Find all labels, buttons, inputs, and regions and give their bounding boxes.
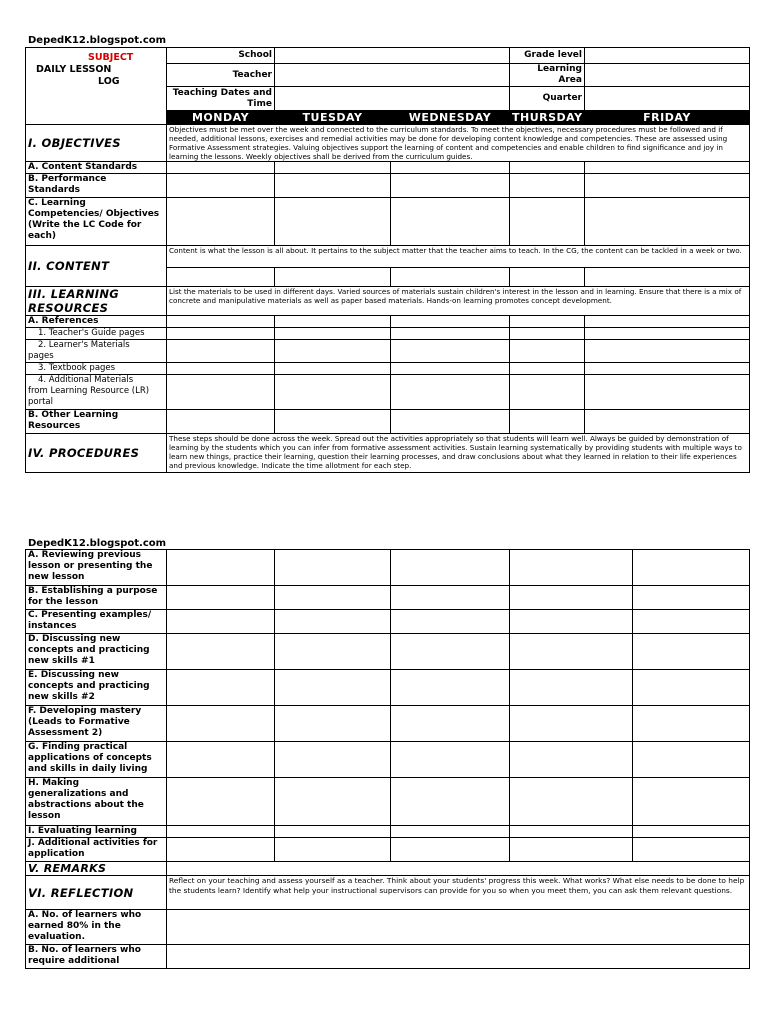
day-cell[interactable] (391, 706, 510, 742)
quarter-label: Quarter (510, 87, 585, 111)
cell[interactable] (167, 162, 275, 174)
day-cell[interactable] (510, 670, 633, 706)
day-thursday: THURSDAY (510, 111, 585, 125)
day-cell[interactable] (167, 778, 275, 826)
competencies-label (26, 198, 167, 246)
day-cell[interactable] (391, 634, 510, 670)
cell[interactable] (167, 375, 275, 410)
remarks-field[interactable] (167, 862, 750, 876)
label-line: lesson or presenting the (28, 561, 153, 571)
day-cell[interactable] (633, 838, 750, 862)
day-cell[interactable] (510, 826, 633, 838)
day-cell[interactable] (391, 610, 510, 634)
learners-remediation-field[interactable] (167, 945, 750, 969)
subject-label: SUBJECT (88, 52, 134, 63)
day-cell[interactable] (275, 634, 391, 670)
cell[interactable] (585, 316, 750, 328)
label-line: (Write the LC Code for (28, 220, 142, 230)
label-line: from Learning Resource (LR) (28, 386, 150, 396)
label-line: Resources (28, 421, 81, 431)
label-line: B. Performance (28, 174, 107, 184)
day-cell[interactable] (510, 634, 633, 670)
textbook-pages-label: 3. Textbook pages (26, 363, 167, 375)
procedure-row (26, 586, 750, 610)
references-label: A. References (26, 316, 167, 328)
label-line: earned 80% in the (28, 921, 121, 931)
resources-note: List the materials to be used in different days. Varied sources of materials sustain children's interest in the lesson and in learning. Ensure that there is a mix of concrete and manipulative materials as well as paper based materials. Hands-on learning promotes concept development. (167, 287, 750, 316)
label-line: lesson (28, 811, 61, 821)
cell[interactable] (585, 340, 750, 363)
other-resources-label (26, 410, 167, 434)
day-cell[interactable] (275, 706, 391, 742)
label-line: E. Discussing new (28, 670, 119, 680)
cell[interactable] (391, 375, 510, 410)
cell[interactable] (167, 174, 275, 198)
label-line: H. Making (28, 778, 80, 788)
day-tuesday: TUESDAY (275, 111, 391, 125)
reflection-note: Reflect on your teaching and assess yourself as a teacher. Think about your students' progress this week. What works? What else needs to be done to help the students learn? Identify what help your instructional supervisors can provide for you so when you meet them, you can ask them relevant questions. (167, 876, 750, 910)
cell[interactable] (275, 198, 391, 246)
cell[interactable] (391, 268, 510, 287)
cell[interactable] (275, 328, 391, 340)
label-line: Standards (28, 185, 81, 195)
cell[interactable] (391, 316, 510, 328)
dates-label-line1: Teaching Dates and (172, 87, 272, 98)
day-cell[interactable] (275, 742, 391, 778)
cell[interactable] (585, 162, 750, 174)
day-friday: FRIDAY (585, 111, 750, 125)
label-line: and skills in daily living (28, 764, 148, 774)
day-cell[interactable] (633, 778, 750, 826)
day-cell[interactable] (633, 634, 750, 670)
day-cell[interactable] (167, 670, 275, 706)
procedure-row (26, 610, 750, 634)
label-line: F. Developing mastery (28, 706, 142, 716)
remarks-title: V. REMARKS (26, 862, 167, 876)
content-title: II. CONTENT (26, 246, 167, 287)
area-label-line1: Learning (537, 64, 582, 74)
dll-title-line1: DAILY LESSON (36, 64, 112, 75)
cell[interactable] (510, 328, 585, 340)
dates-label-line2: Time (247, 98, 272, 109)
cell[interactable] (275, 316, 391, 328)
day-cell[interactable] (510, 742, 633, 778)
label-line: 4. Additional Materials (38, 375, 134, 385)
cell[interactable] (510, 268, 585, 287)
teacher-field[interactable] (275, 64, 510, 87)
cell[interactable] (510, 340, 585, 363)
procedure-row (26, 550, 750, 586)
day-cell[interactable] (510, 838, 633, 862)
day-cell[interactable] (167, 826, 275, 838)
grade-field[interactable] (585, 48, 750, 64)
cell[interactable] (167, 410, 275, 434)
label-line: C. Presenting examples/ (28, 610, 152, 620)
day-cell[interactable] (167, 838, 275, 862)
cell[interactable] (391, 328, 510, 340)
label-line: D. Discussing new (28, 634, 121, 644)
day-cell[interactable] (633, 586, 750, 610)
day-cell[interactable] (391, 742, 510, 778)
label-line: RESOURCES (28, 301, 109, 315)
day-cell[interactable] (633, 670, 750, 706)
cell[interactable] (275, 162, 391, 174)
procedure-row (26, 838, 750, 862)
cell[interactable] (510, 174, 585, 198)
cell[interactable] (167, 268, 275, 287)
day-cell[interactable] (510, 550, 633, 586)
dates-label (167, 87, 275, 111)
label-line: 2. Learner's Materials (38, 340, 130, 350)
procedure-label (26, 742, 167, 778)
procedure-row (26, 670, 750, 706)
day-cell[interactable] (510, 610, 633, 634)
label-line: instances (28, 621, 77, 631)
dates-field[interactable] (275, 87, 510, 111)
subject-title-cell (26, 48, 167, 125)
day-cell[interactable] (275, 610, 391, 634)
cell[interactable] (391, 410, 510, 434)
day-cell[interactable] (167, 634, 275, 670)
learning-area-label (510, 64, 585, 87)
cell[interactable] (585, 363, 750, 375)
label-line: concepts and practicing (28, 681, 150, 691)
cell[interactable] (275, 268, 391, 287)
label-line: B. Other Learning (28, 410, 119, 420)
label-line: B. No. of learners who (28, 945, 141, 955)
day-cell[interactable] (510, 778, 633, 826)
cell[interactable] (167, 328, 275, 340)
day-cell[interactable] (167, 586, 275, 610)
tg-pages-label: 1. Teacher's Guide pages (26, 328, 167, 340)
day-cell[interactable] (391, 670, 510, 706)
objectives-note: Objectives must be met over the week and connected to the curriculum standards. To meet the objectives, necessary procedures must be followed and if needed, additional lessons, exercises and remedial activities may be done for developing content knowledge and competencies. These are assessed using Formative Assessment strategies. Valuing objectives support the learning of content and competencies and enable children to find significance and joy in learning the lessons. Weekly objectives shall be derived from the curriculum guides. (167, 125, 750, 162)
cell[interactable] (167, 363, 275, 375)
cell[interactable] (510, 316, 585, 328)
cell[interactable] (585, 375, 750, 410)
learners-80-field[interactable] (167, 910, 750, 945)
cell[interactable] (275, 363, 391, 375)
day-cell[interactable] (275, 550, 391, 586)
additional-materials-label (26, 375, 167, 410)
label-line: abstractions about the (28, 800, 144, 810)
label-line: G. Finding practical (28, 742, 128, 752)
label-line: concepts and practicing (28, 645, 150, 655)
label-line: require additional (28, 956, 120, 966)
day-cell[interactable] (167, 706, 275, 742)
day-cell[interactable] (275, 778, 391, 826)
cell[interactable] (391, 363, 510, 375)
dll-title-line2: LOG (98, 76, 120, 87)
procedure-label (26, 670, 167, 706)
cell[interactable] (275, 174, 391, 198)
cell[interactable] (391, 162, 510, 174)
label-line: A. Reviewing previous (28, 550, 142, 560)
cell[interactable] (510, 162, 585, 174)
cell[interactable] (275, 375, 391, 410)
teacher-label: Teacher (167, 64, 275, 87)
day-cell[interactable] (633, 550, 750, 586)
day-wednesday: WEDNESDAY (391, 111, 510, 125)
label-line: new skills #2 (28, 692, 95, 702)
site-label: DepedK12.blogspot.com (28, 35, 167, 46)
day-cell[interactable] (275, 826, 391, 838)
procedure-label (26, 826, 167, 838)
area-label-line2: Area (558, 75, 582, 85)
cell[interactable] (585, 174, 750, 198)
cell[interactable] (510, 198, 585, 246)
label-line: III. LEARNING (28, 287, 120, 301)
day-cell[interactable] (167, 742, 275, 778)
cell[interactable] (585, 198, 750, 246)
day-cell[interactable] (510, 586, 633, 610)
label-line: applications of concepts (28, 753, 152, 763)
cell[interactable] (585, 410, 750, 434)
cell[interactable] (510, 363, 585, 375)
procedures-title: IV. PROCEDURES (26, 434, 167, 473)
procedure-row (26, 778, 750, 826)
label-line: new lesson (28, 572, 85, 582)
label-line: evaluation. (28, 932, 86, 942)
day-cell[interactable] (633, 610, 750, 634)
label-line: J. Additional activities for (28, 838, 158, 848)
lm-pages-label (26, 340, 167, 363)
cell[interactable] (167, 340, 275, 363)
label-line: each) (28, 231, 57, 241)
dll-table-page2 (25, 549, 750, 969)
procedure-row (26, 634, 750, 670)
procedure-label (26, 550, 167, 586)
label-line: A. No. of learners who (28, 910, 142, 920)
objectives-title: I. OBJECTIVES (26, 125, 167, 162)
day-cell[interactable] (391, 838, 510, 862)
day-cell[interactable] (391, 586, 510, 610)
procedure-row (26, 706, 750, 742)
cell[interactable] (510, 375, 585, 410)
day-cell[interactable] (633, 742, 750, 778)
cell[interactable] (585, 328, 750, 340)
procedure-label (26, 610, 167, 634)
label-line: Competencies/ Objectives (28, 209, 160, 219)
site-label-page2: DepedK12.blogspot.com (28, 538, 167, 549)
procedure-label (26, 838, 167, 862)
label-line: portal (28, 397, 53, 407)
reflection-title: VI. REFLECTION (26, 876, 167, 910)
procedure-label (26, 706, 167, 742)
cell[interactable] (167, 198, 275, 246)
day-monday: MONDAY (167, 111, 275, 125)
school-label: School (167, 48, 275, 64)
day-cell[interactable] (275, 838, 391, 862)
procedure-label (26, 586, 167, 610)
label-line: C. Learning (28, 198, 86, 208)
resources-title (26, 287, 167, 316)
day-cell[interactable] (633, 706, 750, 742)
label-line: for the lesson (28, 597, 99, 607)
procedure-row (26, 826, 750, 838)
cell[interactable] (391, 340, 510, 363)
procedures-note: These steps should be done across the week. Spread out the activities appropriately so that students will learn well. Always be guided by demonstration of learning by the students which you can infer from formative assessment activities. Sustain learning systematically by providing students with multiple ways to learn new things, practice their learning, question their learning processes, and draw conclusions about what they learned in relation to their life experiences and previous knowledge. Indicate the time allotment for each step. (167, 434, 750, 473)
cell[interactable] (275, 340, 391, 363)
learners-80-label (26, 910, 167, 945)
day-cell[interactable] (510, 706, 633, 742)
cell[interactable] (510, 410, 585, 434)
cell[interactable] (167, 316, 275, 328)
cell[interactable] (275, 410, 391, 434)
label-line: (Leads to Formative (28, 717, 130, 727)
content-standards-label: A. Content Standards (26, 162, 167, 174)
day-cell[interactable] (391, 826, 510, 838)
procedure-row (26, 742, 750, 778)
learning-area-field[interactable] (585, 64, 750, 87)
procedure-label (26, 778, 167, 826)
day-cell[interactable] (391, 778, 510, 826)
label-line: I. Evaluating learning (28, 826, 137, 836)
school-field[interactable] (275, 48, 510, 64)
label-line: pages (28, 351, 54, 361)
day-cell[interactable] (633, 826, 750, 838)
quarter-field[interactable] (585, 87, 750, 111)
day-cell[interactable] (275, 586, 391, 610)
label-line: generalizations and (28, 789, 129, 799)
label-line: new skills #1 (28, 656, 95, 666)
cell[interactable] (391, 198, 510, 246)
day-cell[interactable] (391, 550, 510, 586)
procedure-label (26, 634, 167, 670)
cell[interactable] (585, 268, 750, 287)
content-note: Content is what the lesson is all about. It pertains to the subject matter that the teacher aims to teach. In the CG, the content can be tackled in a week or two. (167, 246, 750, 268)
dll-table-page1 (25, 47, 750, 473)
label-line: application (28, 849, 85, 859)
grade-label: Grade level (510, 48, 585, 64)
cell[interactable] (391, 174, 510, 198)
day-cell[interactable] (275, 670, 391, 706)
day-cell[interactable] (167, 610, 275, 634)
performance-standards-label (26, 174, 167, 198)
label-line: Assessment 2) (28, 728, 103, 738)
learners-remediation-label (26, 945, 167, 969)
day-cell[interactable] (167, 550, 275, 586)
label-line: B. Establishing a purpose (28, 586, 158, 596)
